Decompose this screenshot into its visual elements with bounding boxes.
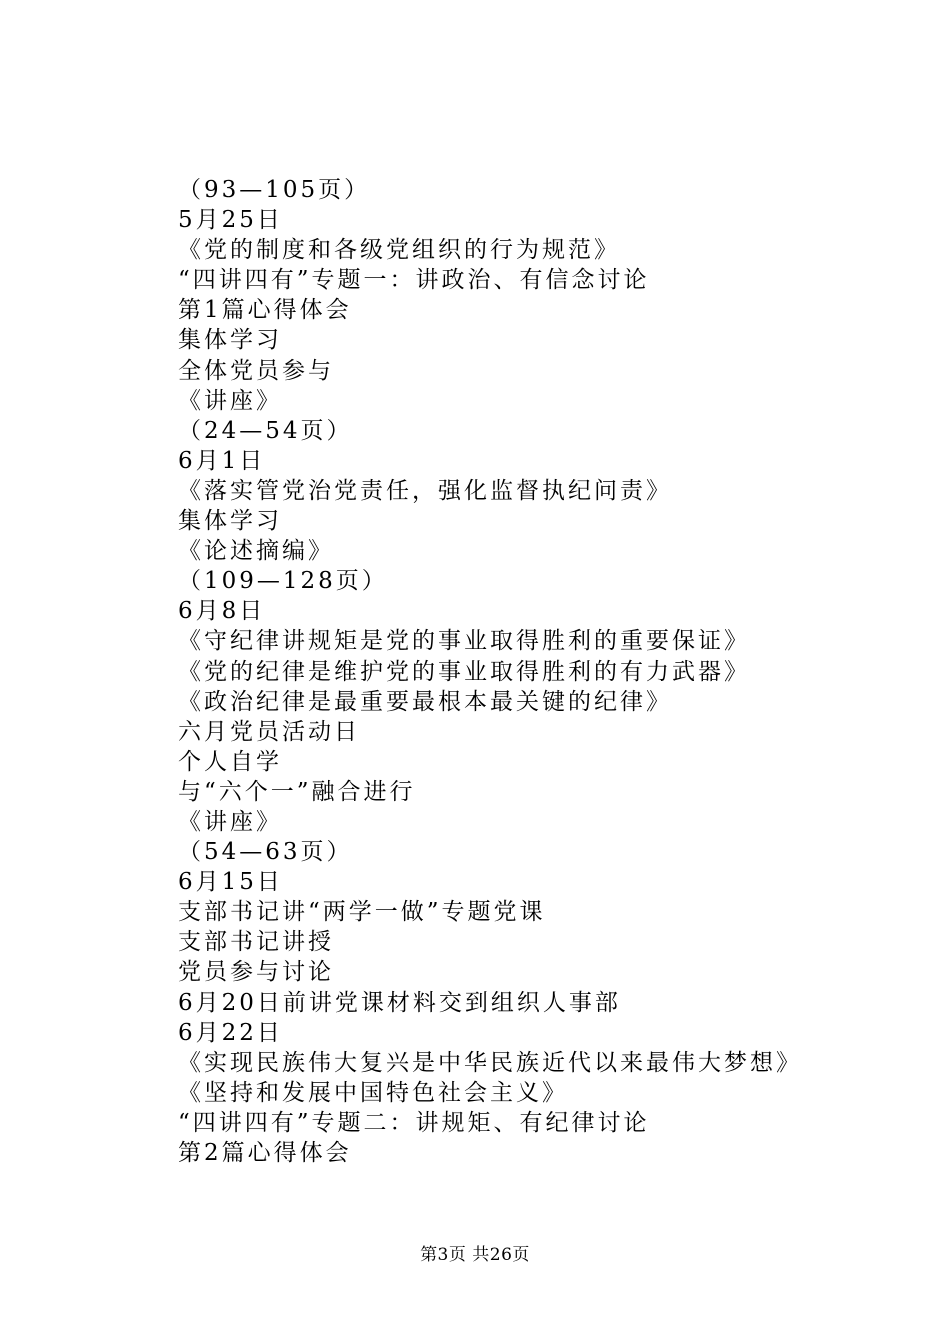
text-line: 第1篇心得体会 bbox=[178, 297, 352, 324]
page-number-footer: 第3页 共26页 bbox=[420, 1245, 530, 1265]
text-line: “四讲四有”专题一：讲政治、有信念讨论 bbox=[178, 267, 650, 294]
text-line: 《党的制度和各级党组织的行为规范》 bbox=[178, 237, 620, 264]
document-body bbox=[178, 175, 878, 1168]
text-line: 全体党员参与 bbox=[178, 357, 334, 384]
text-line: 6月20日前讲党课材料交到组织人事部 bbox=[178, 989, 621, 1016]
text-line: （109—128页） bbox=[178, 568, 388, 595]
text-line: 与“六个一”融合进行 bbox=[178, 778, 416, 805]
text-line: 《党的纪律是维护党的事业取得胜利的有力武器》 bbox=[178, 658, 750, 685]
text-line: 集体学习 bbox=[178, 327, 282, 354]
text-line: 6月22日 bbox=[178, 1019, 283, 1046]
text-line: 《论述摘编》 bbox=[178, 538, 334, 565]
text-line: 个人自学 bbox=[178, 748, 282, 775]
text-line: 《守纪律讲规矩是党的事业取得胜利的重要保证》 bbox=[178, 628, 750, 655]
text-line: 支部书记讲“两学一做”专题党课 bbox=[178, 899, 546, 926]
text-line: 《讲座》 bbox=[178, 808, 282, 835]
text-line: （54—63页） bbox=[178, 839, 353, 866]
text-line: 6月1日 bbox=[178, 447, 266, 474]
text-line: “四讲四有”专题二：讲规矩、有纪律讨论 bbox=[178, 1109, 650, 1136]
text-line: 6月8日 bbox=[178, 598, 266, 625]
text-line: 《落实管党治党责任，强化监督执纪问责》 bbox=[178, 477, 672, 504]
text-line: （93—105页） bbox=[178, 177, 371, 203]
text-line: 第2篇心得体会 bbox=[178, 1140, 352, 1166]
text-line: 《实现民族伟大复兴是中华民族近代以来最伟大梦想》 bbox=[178, 1049, 802, 1076]
text-line: 《坚持和发展中国特色社会主义》 bbox=[178, 1079, 568, 1106]
text-line: （24—54页） bbox=[178, 417, 353, 444]
text-line: 《讲座》 bbox=[178, 387, 282, 414]
text-line: 《政治纪律是最重要最根本最关键的纪律》 bbox=[178, 688, 672, 715]
text-line: 集体学习 bbox=[178, 508, 282, 535]
text-line: 6月15日 bbox=[178, 869, 283, 896]
text-line: 5月25日 bbox=[178, 207, 283, 234]
text-line: 六月党员活动日 bbox=[178, 718, 360, 745]
text-line: 支部书记讲授 bbox=[178, 929, 334, 956]
text-line: 党员参与讨论 bbox=[178, 959, 334, 986]
